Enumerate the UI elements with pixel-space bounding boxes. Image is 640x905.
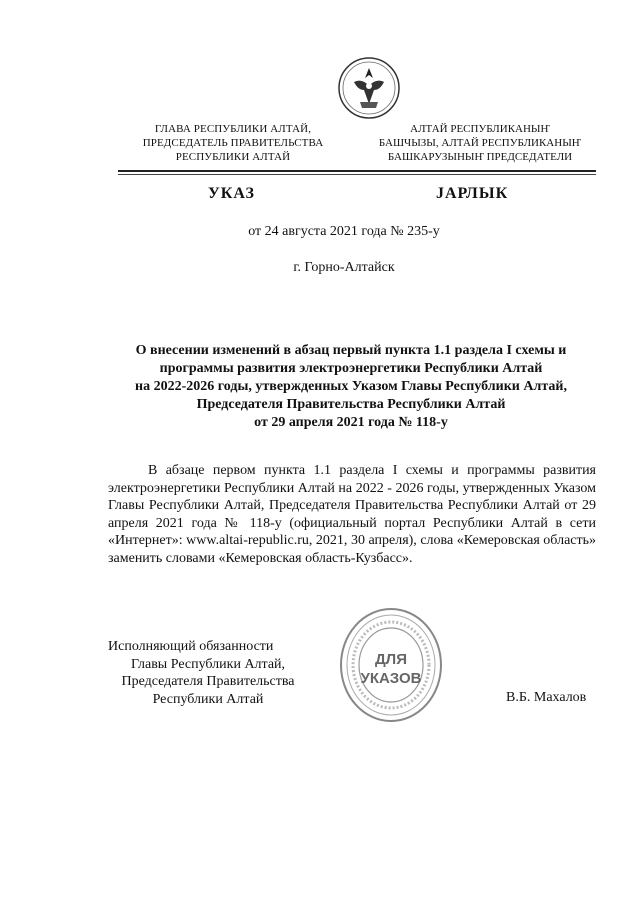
stamp-line1: ДЛЯ xyxy=(375,651,407,668)
header-right-line: АЛТАЙ РЕСПУБЛИКАНЫҤ xyxy=(410,123,550,135)
signatory-title-line: Республики Алтай xyxy=(152,691,264,707)
header-divider-thin xyxy=(118,174,596,175)
header-left xyxy=(118,122,348,164)
subject-line: О внесении изменений в абзац первый пункта 1.1 раздела I схемы и xyxy=(135,343,567,358)
signatory-title-line: Председателя Правительства xyxy=(121,674,295,689)
signatory-name: В.Б. Махалов xyxy=(506,690,587,705)
header-divider xyxy=(118,170,596,172)
official-stamp xyxy=(338,606,444,724)
doc-type-russian: УКАЗ xyxy=(208,185,255,202)
signatory-title-line: Исполняющий обязанности xyxy=(108,639,274,654)
subject-line: от 29 апреля 2021 года № 118-у xyxy=(254,415,448,430)
subject-line: на 2022-2026 годы, утвержденных Указом Главы Республики Алтай, xyxy=(135,379,567,394)
subject-line: Председателя Правительства Республики Алтай xyxy=(196,397,506,412)
header-right-line: БАШЧЫЗЫ, АЛТАЙ РЕСПУБЛИКАНЫҤ xyxy=(378,137,582,149)
subject-heading xyxy=(96,342,606,432)
signatory-title xyxy=(108,638,308,708)
header-left-line: ПРЕДСЕДАТЕЛЬ ПРАВИТЕЛЬСТВА xyxy=(142,137,324,149)
header-right xyxy=(360,122,600,164)
header-right-line: БАШКАРУЗЫНЫҤ ПРЕДСЕДАТЕЛИ xyxy=(387,151,573,163)
stamp-line2: УКАЗОВ xyxy=(360,670,422,687)
header-left-line: РЕСПУБЛИКИ АЛТАЙ xyxy=(175,151,291,163)
body-paragraph: В абзаце первом пункта 1.1 раздела I схемы и программы развития электроэнергетики Республики Алтай на 2022 - 2026 годы, утвержденных Указом Главы Республики Алтай, Председателя Правительства Республики Алтай от 29 апреля 2021 года № 118-у (официальный портал Республики Алтай в сети «Интернет»: www.altai-republic.ru, 2021, 30 апреля), слова «Кемеровская область» заменить словами «Кемеровская область-Кузбасс». xyxy=(108,463,596,566)
date-line: от 24 августа 2021 года № 235-у xyxy=(248,224,440,239)
signatory-title-line: Главы Республики Алтай, xyxy=(130,656,286,672)
coat-of-arms-icon xyxy=(336,56,402,120)
city-line: г. Горно-Алтайск xyxy=(293,260,395,275)
subject-line: программы развития электроэнергетики Республики Алтай xyxy=(159,361,543,376)
doc-type-altai: ЈАРЛЫК xyxy=(436,185,509,202)
header-left-line: ГЛАВА РЕСПУБЛИКИ АЛТАЙ, xyxy=(154,123,312,135)
